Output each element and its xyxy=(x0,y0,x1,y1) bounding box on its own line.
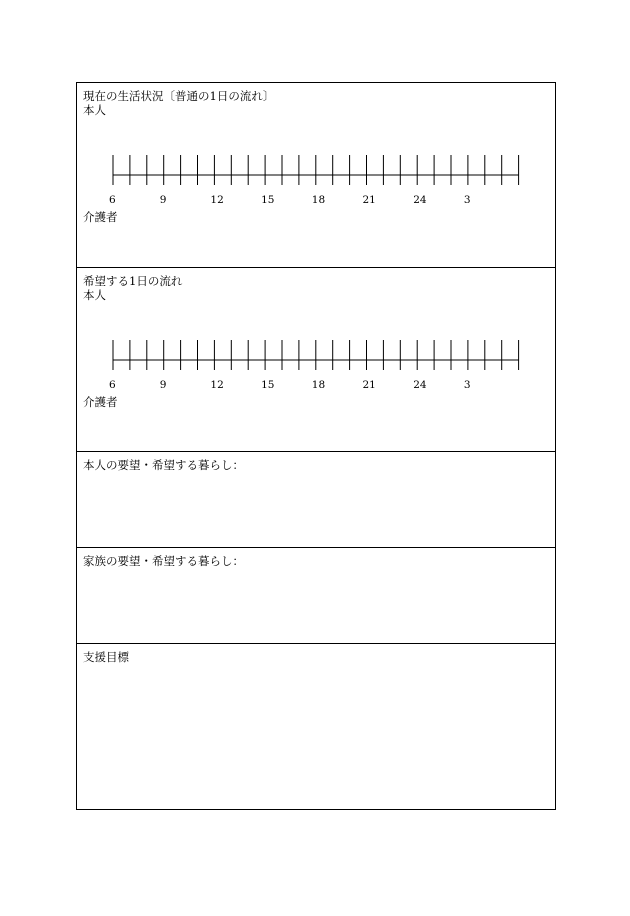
timeline-hour-label: 24 xyxy=(413,194,427,206)
timeline-hour-label: 18 xyxy=(311,379,326,391)
timeline-hour-label: 9 xyxy=(159,379,167,391)
timeline-hour-label: 24 xyxy=(413,379,427,391)
timeline-hour-label: 6 xyxy=(109,379,116,391)
timeline-hour-label: 18 xyxy=(311,194,326,206)
timeline-hour-label: 12 xyxy=(210,379,224,391)
self-label: 本人 xyxy=(83,103,106,117)
timeline-hour-label: 3 xyxy=(463,194,471,206)
timeline-scale xyxy=(105,340,505,392)
timeline-hour-label: 21 xyxy=(362,194,376,206)
timeline-hour-label: 9 xyxy=(159,194,167,206)
section-family-wishes xyxy=(77,547,555,643)
timeline-hour-label: 6 xyxy=(109,194,116,206)
section-current-day xyxy=(77,83,555,267)
section-desired-day xyxy=(77,267,555,451)
self-label: 本人 xyxy=(83,288,106,302)
timeline-hour-label: 3 xyxy=(463,379,471,391)
section-title: 現在の生活状況〔普通の1日の流れ〕 xyxy=(83,89,275,103)
timeline-hour-label: 12 xyxy=(210,194,224,206)
care-plan-sheet xyxy=(76,82,556,810)
timeline-hour-label: 15 xyxy=(261,194,275,206)
carer-label: 介護者 xyxy=(83,395,118,409)
carer-label: 介護者 xyxy=(83,210,118,224)
timeline-hour-label: 15 xyxy=(261,379,275,391)
section-title: 家族の要望・希望する暮らし： xyxy=(83,554,244,568)
section-title: 本人の要望・希望する暮らし： xyxy=(83,458,244,472)
section-support-goals xyxy=(77,643,555,808)
section-title: 支援目標 xyxy=(83,650,129,664)
section-self-wishes xyxy=(77,451,555,547)
timeline-scale xyxy=(105,155,505,207)
section-title: 希望する1日の流れ xyxy=(83,274,183,288)
timeline-hour-label: 21 xyxy=(362,379,376,391)
